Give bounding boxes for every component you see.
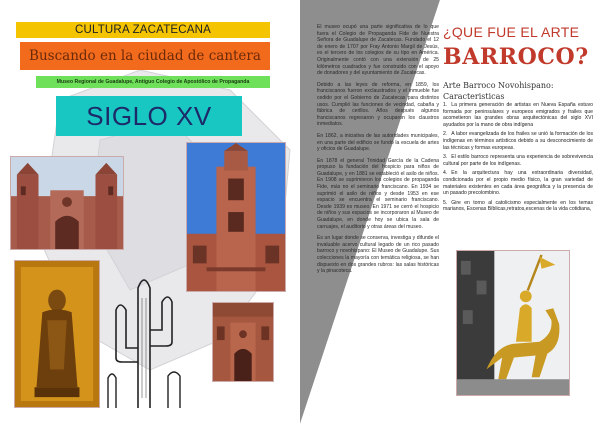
list-item: 2. A labor evangelizada de los frailes se unió la formación de los indígenas en términos artísticos debido a su desconocimiento de las técnicas y formas europeas. xyxy=(443,131,593,151)
article-paragraph: Es un lugar donde se conserva, investiga y difunde el invaluable acervo cultural legado de un rico pasado barroco y novohispano: El Museo de Guadalupe. Sus colecciones la mayoría con temática religiosa, se han dispuesto en dos grandes rubros: las salas históricas y la pinacoteca. xyxy=(317,235,439,275)
article-paragraph: Debido a las leyes de reforma, en 1859, los franciscanos fueron exclaustrados y el inmueble fue cedido por el Gobierno de Zacatecas para distintos usos. Cumplió las funciones de vecindad, cabaña y fábrica de cerillos. Años después algunos franciscanos regresaron y ocuparon los claustros inmediatos. xyxy=(317,81,439,128)
list-item: 5. Gire en torno al catolicismo especialmente en los temas marianos, Escenas Bíblicas,retratos,escenas de la vida cotidiana, xyxy=(443,199,593,213)
article-paragraph: En 1862, a iniciativa de las autoridades municipales, en una parte del edificio se fundó la escuela de artes y oficios de Guadalupe. xyxy=(317,132,439,153)
section-title: BARROCO? xyxy=(443,44,589,70)
list-item: 4. En la arquitectura hay una extraordinaria diversidad, condicionada por el propio medio físico, la gran variedad de materiales existentes en cada área geográfica y la presencia de un pasado precolombino. xyxy=(443,170,593,197)
church-facade-photo xyxy=(10,156,124,250)
article-paragraph: El museo ocupó una parte significativa de lo que fuera el Colegio de Propaganda Fide de Nuestra Señora de Guadalupe de Zacatecas. Fundado el 12 de enero de 1707 por Fray Antonio Margil de Jesús, es el tercero de los colegios de su tipo en América. Originalmente contó con una extensión de 25 kilómetros cuadrados y fue construido con el apoyo de donadores y del ayuntamiento de Zacatecas. xyxy=(317,24,439,77)
kicker-band xyxy=(16,22,270,38)
equestrian-statue-photo xyxy=(456,250,570,396)
section-question: ¿QUE FUE EL ARTE xyxy=(443,24,580,40)
heading-line-2: Caracteristicas xyxy=(443,92,505,101)
century-title: SIGLO XV xyxy=(86,101,212,131)
characteristics-heading xyxy=(443,80,554,102)
headline-band xyxy=(20,42,270,70)
cactus-drawing xyxy=(104,258,184,410)
list-item: 1. La primera generación de artistas en Nueva España estuvo formada por peninsulares y europeos emigrados y frailes que acometieron las grandes obras arquitectónicas del siglo XVI ayudados por la mano de obra indígena xyxy=(443,102,593,128)
article-paragraph: En 1878 el general Trinidad García de la Cadena propuso la fundación del hospicio para niños de Guadalupe, y en 1881 se estableció el asilo de niños. En 1908 se suprimieron los colegios de propaganda Fide, más no el seminario franciscano. En 1934 se suprimió el asilo de niños y desde 1953 en ese espacio se encuentra el seminario franciscano. Desde 1939 es museo. En 1971 se cerró el hospicio de niños y sus espacios se incorporaron al Museo de Guadalupe, en donde hoy se ubica la sala de carruajes, el auditorio y otras áreas del museo. xyxy=(317,157,439,230)
headline-text: Buscando en la ciudad de cantera xyxy=(29,48,261,64)
article-body xyxy=(317,24,439,404)
characteristics-list xyxy=(443,102,593,216)
location-band xyxy=(36,76,270,88)
list-item: 3. El estilo barroco representa una experiencia de sobrevivencia cultural por parte de los indígenas. xyxy=(443,154,593,167)
church-tower-photo xyxy=(186,142,286,292)
church-doorway-photo xyxy=(212,302,274,382)
heading-line-1: Arte Barroco Novohispano: xyxy=(443,81,554,90)
statue-photo xyxy=(14,260,100,408)
century-band xyxy=(56,96,242,136)
kicker-text: CULTURA ZACATECANA xyxy=(74,24,212,36)
location-caption: Museo Regional de Guadalupe, Antiguo Colegio de Apostólico de Propaganda xyxy=(56,79,250,85)
